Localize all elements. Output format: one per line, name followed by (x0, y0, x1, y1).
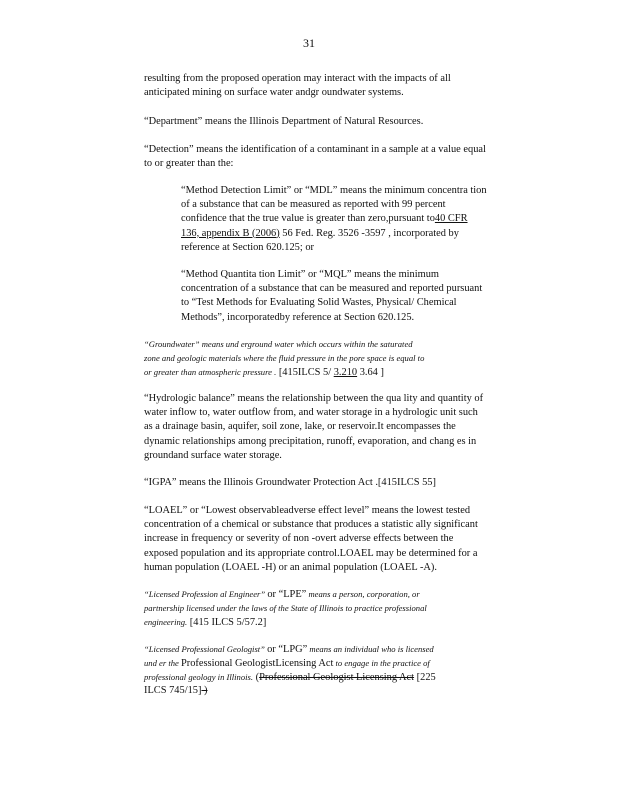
definition-lpe (144, 588, 537, 629)
text-line: partnership licensed under the laws of the State of Illinois to practice professional (144, 602, 427, 613)
inserted-citation: 40 CFR (434, 213, 468, 225)
text-line: resulting from the proposed operation may interact with the impacts of all (144, 73, 451, 84)
text-line: reference at Section 620.125; or (181, 241, 315, 253)
citation-text: [415ILCS 5/ (276, 366, 334, 378)
definition-igpa (144, 476, 537, 490)
definition-lpg (144, 643, 537, 698)
citation (276, 367, 384, 378)
text-line: groundand surface water storage. (144, 449, 282, 461)
text-line (181, 227, 526, 241)
text-span: und er the (144, 657, 181, 668)
inserted-citation: 136, appendix B (2006) (181, 227, 280, 239)
text-line: water inflow to, water outflow from, and water storage in a hydrologic unit such (144, 407, 478, 419)
text-line: human population (LOAEL -H) or an animal population (LOAEL -A). (144, 561, 437, 573)
text-span: ( (253, 671, 260, 683)
definition-hydrologic-balance (144, 392, 537, 463)
text-span: “Licensed Profession al Engineer” (144, 589, 266, 599)
text-line: “LOAEL” or “Lowest observableadverse effect level” means the lowest tested (144, 505, 471, 516)
text-span: or “LPE” (267, 589, 307, 600)
deleted-text: Professional Geologist Licensing Act (259, 671, 415, 683)
text-line: of a substance that can be measured as reported with 99 percent (181, 199, 446, 211)
definition-mql (181, 268, 526, 325)
text-span: professional geology in Illinois. (144, 671, 254, 682)
text-line: “Method Detection Limit” or “MDL” means the minimum concentra tion (181, 185, 487, 196)
text-line: concentration of a chemical or substance that produces a statistic ally significant (144, 519, 478, 531)
text-line (144, 684, 537, 698)
definition-mdl (181, 184, 526, 255)
text-line (144, 366, 537, 380)
citation: [415 ILCS 5/57.2] (187, 616, 267, 628)
text-line: to “Test Methods for Evaluating Solid Wastes, Physical/ Chemical (181, 297, 457, 309)
text-line: exposed population and its appropriate control.LOAEL may be determined for a (144, 547, 478, 559)
text-line: “Method Quantita tion Limit” or “MQL” means the minimum (181, 269, 439, 280)
text-line: “IGPA” means the Illinois Groundwater Protection Act .[415ILCS 55] (144, 477, 436, 488)
text-line: to or greater than the: (144, 158, 234, 170)
inserted-section: 3.210 (333, 366, 358, 378)
text-line (144, 671, 537, 685)
paragraph-continuation (144, 72, 537, 100)
text-line: “Groundwater” means und erground water which occurs within the saturated (144, 339, 413, 349)
text-span: or “LPG” (267, 644, 308, 655)
text-line: anticipated mining on surface water andgr oundwater systems. (144, 87, 404, 99)
text-line: Methods”, incorporatedby reference at Section 620.125. (181, 311, 415, 323)
definition-detection (144, 143, 537, 171)
definition-department (144, 115, 537, 129)
text-line (144, 657, 537, 671)
deleted-text: ) (201, 685, 208, 697)
text-span: means an individual who is licensed (309, 644, 434, 654)
text-span: “Licensed Professional Geologist” (144, 644, 265, 654)
text-span: means a person, corporation, or (308, 589, 420, 599)
act-name: Professional GeologistLicensing Act (181, 657, 334, 669)
text-line: “Hydrologic balance” means the relationship between the qua lity and quantity of (144, 393, 484, 404)
text-line: concentration of a substance that can be measured and reported pursuant (181, 283, 483, 295)
text-line: zone and geologic materials where the fluid pressure in the pore space is equal to (144, 352, 425, 363)
text-line (144, 588, 537, 602)
citation: [225 (414, 671, 436, 683)
citation-text: 3.64 ] (357, 366, 384, 378)
definition-loael (144, 504, 537, 575)
text-line (144, 643, 537, 657)
citation: ILCS 745/15] (144, 685, 202, 697)
text-span: 56 Fed. Reg. 3526 -3597 , incorporated by (279, 227, 459, 239)
text-line: as a drainage basin, aquifer, soil zone, lake, or reservoir.It encompasses the (144, 421, 456, 433)
text-line: “Department” means the Illinois Department of Natural Resources. (144, 116, 424, 127)
text-line (181, 212, 526, 226)
definition-groundwater (144, 338, 537, 379)
text-line: “Detection” means the identification of a contaminant in a sample at a value equal (144, 144, 486, 155)
text-span: or greater than atmospheric pressure . (144, 366, 277, 377)
page-number: 31 (303, 36, 315, 50)
text-line: dynamic relationships among precipitation, runoff, evaporation, and chang es in (144, 435, 477, 447)
text-span: confidence that the true value is greater than zero,pursuant to (181, 213, 435, 225)
text-line: increase in frequency or severity of non -overt adverse effects between the (144, 533, 454, 545)
text-span: to engage in the practice of (333, 657, 430, 668)
text-span: engineering. (144, 616, 188, 627)
text-line (144, 616, 537, 630)
